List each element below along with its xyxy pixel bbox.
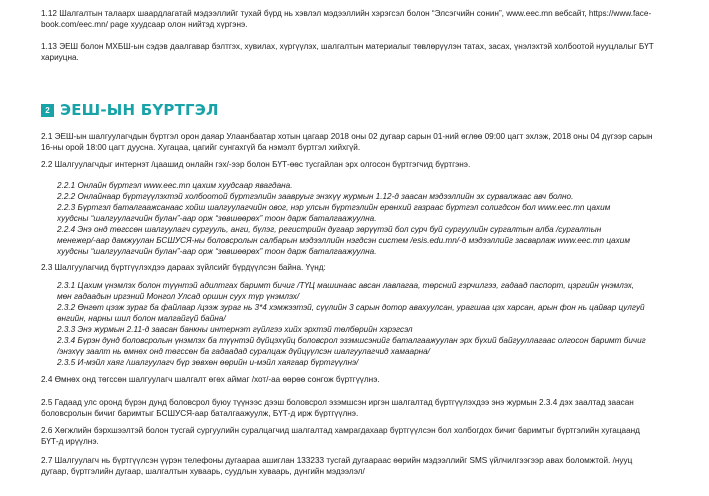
text-line: БҮТ-д ирүүлнэ.	[41, 437, 99, 446]
list-item: 2.2.2 Онлайнаар бүртгүүлэхтэй холбоотой бүртгэлийн заавруыг энэхүү журмын 1.12-д заасан мэдээллийн эх сурвалжаас авч болно.	[57, 192, 574, 201]
paragraph-1-13	[41, 41, 671, 63]
text-line: 2.2 Шалгуулагчдыг интернэт /цаашид онлайн гэх/-ээр болон БҮТ-өөс тусгайлан эрх олгосон бүртгэгчид бүртгэнэ.	[41, 160, 471, 169]
text-line: дугаар, бүртгэлийн дугаар, шалгалтын хуваарь, суудлын хуваарь, дүнгийн мэдээлэл/	[41, 467, 365, 476]
text-line: хариуцна.	[41, 53, 79, 62]
list-item: хуудсны “шалгуулагчийн булан”-аар орж “зөвшөөрөх” тоон дарж баталгаажуулна.	[57, 214, 377, 223]
paragraph-2-7	[41, 455, 671, 477]
list-2-3	[57, 280, 671, 368]
text-line: 2.4 Өмнөх онд төгссөн шалгуулагч шалгалт өгөх аймаг /хот/-аа өөрөө сонгож бүртгүүлнэ.	[41, 375, 380, 384]
paragraph-2-1	[41, 131, 671, 153]
list-2-2	[57, 180, 671, 257]
paragraph-2-5	[41, 397, 671, 419]
section-heading	[41, 101, 219, 119]
text-line: 1.12 Шалгалтын талаарх шаардлагатай мэдээллийг тухай бүрд нь хэвлэл мэдээллийн хэрэгсэл болон “Элсэгчийн сонин”, www.eec.mn вебсайт, https://www.face-	[41, 9, 652, 18]
text-line: боловсролын бичиг баримтыг БСШУСЯ-аар баталгаажуулж, БҮТ-д ирж бүртгүүлнэ.	[41, 409, 359, 418]
list-item: мөн гадаадын иргэний Монгол Улсад оршин суух түр үнэмлэх/	[57, 292, 300, 301]
list-item: 2.3.3 Энэ журмын 2.11-д заасан банкны интернэт гүйлгээ хийх эрхтэй төлбөрийн хэрэгсэл	[57, 325, 413, 334]
text-line: book.com/eec.mn/ page хуудсаар олон нийтэд хүргэнэ.	[41, 20, 248, 29]
list-item: 2.3.4 Бүрэн дунд боловсролын үнэмлэх ба түүнтэй дүйцэхүйц боловсрол эзэмшсэнийг баталгаажуулан эрх бүхий байгууллагаас олгосон баримт бичиг	[57, 336, 646, 345]
list-item: 2.3.5 И-мэйл хаяг /шалгуулагч бүр зөвхөн өөрийн и-мэйл хаягаар бүртгүүлнэ/	[57, 358, 359, 367]
list-item: 2.2.4 Энэ онд төгссөн шалгуулагч сургууль, анги, бүлэг, регистрийн дугаар зөрүүтэй бол сурч буй сургуулийн сургалтын алба /сургалтын	[57, 225, 602, 234]
list-item: хуудсны “шалгуулагчийн булан”-аар орж “зөвшөөрөх” тоон дарж баталгаажуулна.	[57, 247, 377, 256]
list-item: 2.2.1 Онлайн бүртгэл www.eec.mn цахим хуудсаар явагдана.	[57, 181, 293, 190]
section-number-badge: 2	[41, 104, 54, 117]
paragraph-2-6	[41, 425, 671, 447]
paragraph-1-12	[41, 8, 671, 30]
paragraph-2-3	[41, 262, 671, 273]
text-line: 16-ны орой 18:00 цагт дуусна. Хугацаа, цагийг сунгахгүй ба нэмэлт бүртгэл хийхгүй.	[41, 143, 361, 152]
section-title: ЭЕШ-ЫН БҮРТГЭЛ	[60, 101, 219, 119]
text-line: 2.3 Шалгуулагчид бүртгүүлэхдээ дараах зүйлсийг бүрдүүлсэн байна. Үүнд:	[41, 263, 326, 272]
paragraph-2-2	[41, 159, 671, 170]
list-item: 2.3.1 Цахим үнэмлэх болон түүнтэй адилтгах баримт бичиг /ТҮЦ машинаас авсан лавлагаа, төрсний гэрчилгээ, гадаад паспорт, цэргийн үнэмлэх,	[57, 281, 635, 290]
text-line: 2.7 Шалгуулагч нь бүртгүүлсэн үүрэн телефоны дугаараа ашиглан 133233 тусгай дугаараас өөрийн мэдээллийг SMS үйлчилгээгээр авах боломжтой. /нууц	[41, 456, 633, 465]
text-line: 2.6 Хөгжлийн бэрхшээлтэй болон тусгай сургуулийн суралцагчид шалгалтад хамрагдахаар бүртгүүлсэн бол холбогдох бичиг баримтыг бүртгэлийн хугацаанд	[41, 426, 640, 435]
list-item: /энэхүү заалт нь өмнөх онд төгссөн ба гадаадад суралцаж дүйцүүлсэн шалгуулагчид хамаарна/	[57, 347, 430, 356]
list-item: өнгийн, нарны шил болон малгайгүй байна/	[57, 314, 226, 323]
text-line: 1.13 ЭЕШ болон МХБШ-ын сэдэв даалгавар бэлтгэх, хувилах, хүргүүлэх, шалгалтын материалыг төвлөрүүлэн татах, засах, үнэлэхтэй холбоотой нууцлалыг БҮТ	[41, 42, 654, 51]
list-item: 2.2.3 Бүртгэл баталгаажсанаас хойш шалгуулагчийн овог, нэр улсын бүртгэлийн ерөнхий газраас бүртгэл солигдсон бол www.eec.mn цахим	[57, 203, 611, 212]
list-item: менежер/-аар дамжуулан БСШУСЯ-ны боловсролын салбарын мэдээллийн нэгдсэн систем /esis.edu.mn/-д мэдээллийг засварлаж www.eec.mn цахим	[57, 236, 630, 245]
list-item: 2.3.2 Өнгөт цээж зураг ба файлаар /цээж зураг нь 3*4 хэмжээтэй, сүүлийн 3 сарын дотор авахуулсан, урагшаа цэх харсан, арын фон нь цайвар цулгуй	[57, 303, 645, 312]
text-line: 2.1 ЭЕШ-ын шалгуулагчдын бүртгэл орон даяар Улаанбаатар хотын цагаар 2018 оны 02 дугаар сарын 01-ний өглөө 09:00 цагт эхлэж, 2018 оны 04 дүгээр сарын	[41, 132, 653, 141]
text-line: 2.5 Гадаад улс оронд бүрэн дунд боловсрол буюу түүнээс дээш боловсрол эзэмшсэн иргэн шалгалтад бүртгүүлэхдээ энэ журмын 2.3.4 дэх заалтад заасан	[41, 398, 634, 407]
paragraph-2-4	[41, 374, 671, 385]
